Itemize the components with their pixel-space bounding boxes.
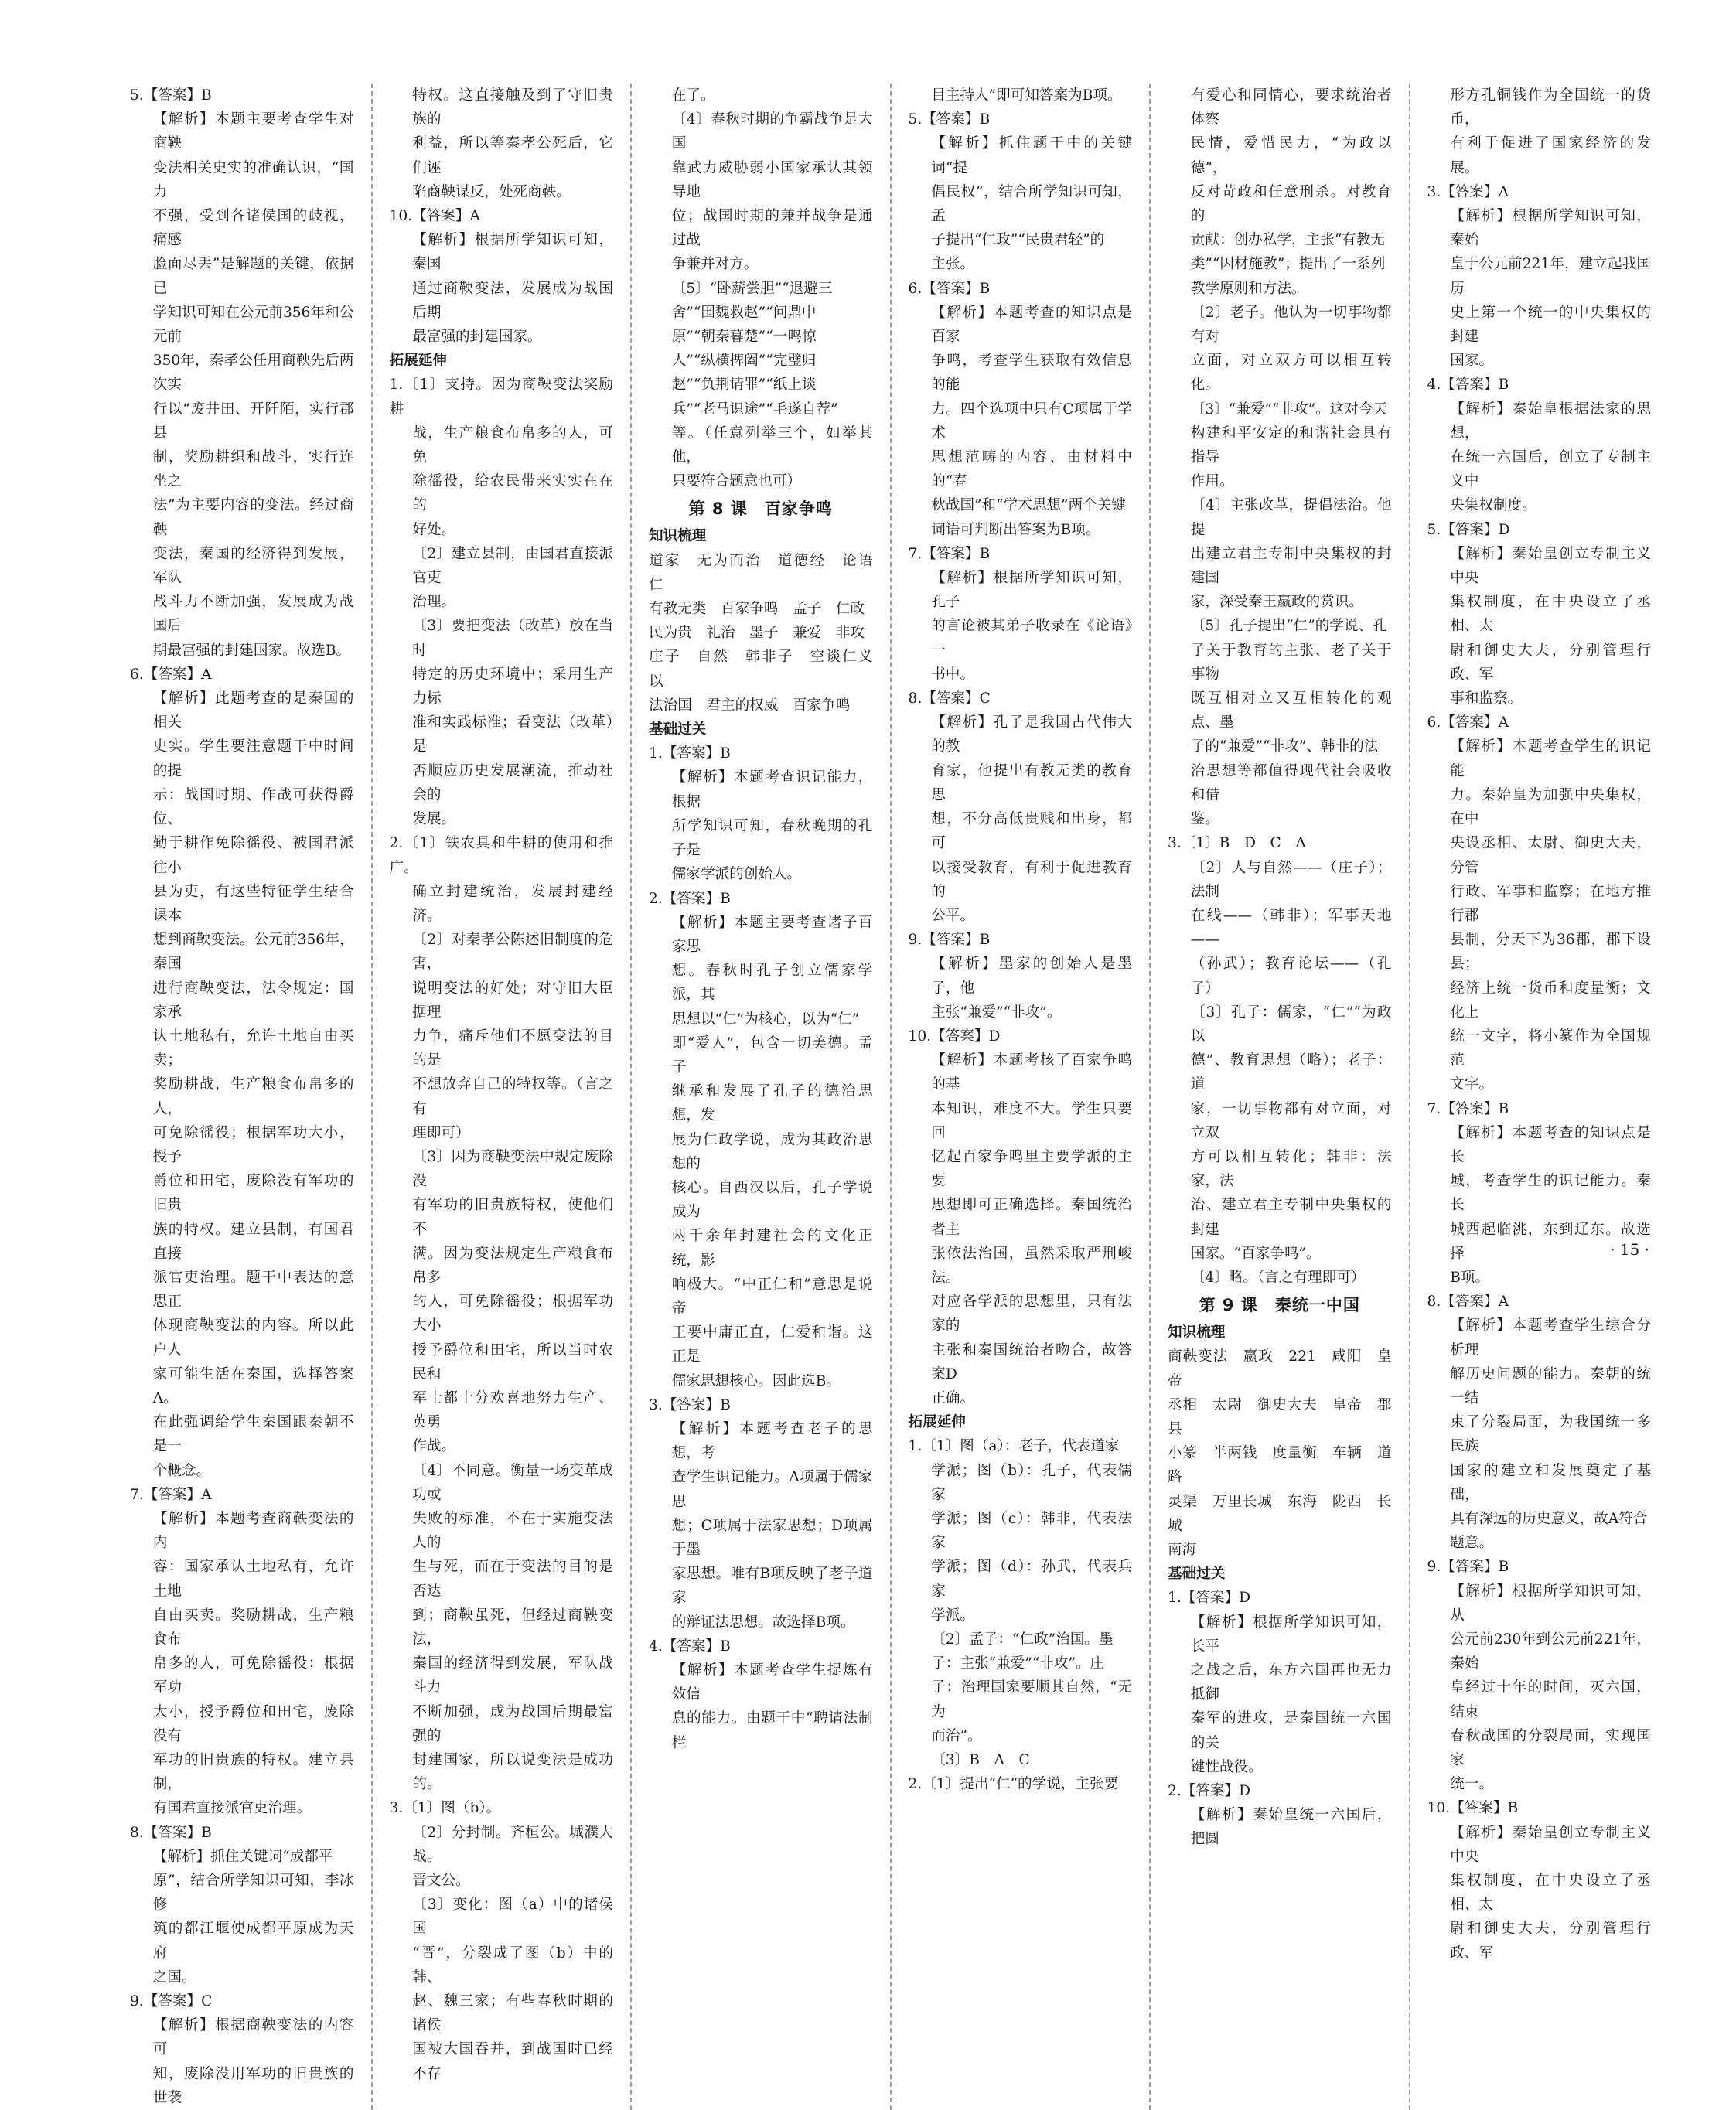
text-line: 通过商鞅变法，发展成为战国后期 <box>412 280 613 321</box>
text-line: 子：主张“兼爱”“非攻”。庄 <box>931 1655 1105 1672</box>
text-line: 350年，秦孝公任用商鞅先后两次实 <box>152 353 354 394</box>
text-line: 尉和御史大夫，分别管理行政、军 <box>1450 642 1651 683</box>
text-line: 在了。 <box>671 87 715 104</box>
text-line: 德”、教育思想（略）；老子：道 <box>1190 1052 1392 1093</box>
text-line: 想。春秋时孔子创立儒家学派，其 <box>671 963 873 1004</box>
text-line: 个概念。 <box>152 1462 211 1479</box>
text-line: 丞相 太尉 御史大夫 皇帝 郡县 <box>1168 1396 1392 1437</box>
text-line: 公元前230年到公元前221年，秦始 <box>1450 1631 1651 1672</box>
text-line: 学派；图（c）：韩非，代表法家 <box>931 1510 1132 1552</box>
text-line: 行以“废井田、开阡陌，实行郡县 <box>152 401 354 441</box>
text-line: 〔3〕孔子：儒家，“仁”“为政以 <box>1190 1004 1392 1045</box>
text-line: 帛多的人，可免除徭役；根据军功 <box>152 1655 354 1696</box>
text-line: 只要符合题意也可） <box>671 473 802 490</box>
question-line: 10.【答案】A <box>389 208 480 225</box>
text-line: 法”为主要内容的变法。经过商鞅 <box>152 497 354 538</box>
text-line: 教学原则和方法。 <box>1190 280 1306 297</box>
text-line: 【解析】秦始皇创立专制主义中央 <box>1450 1824 1651 1865</box>
text-line: 键性战役。 <box>1190 1758 1263 1775</box>
text-line: 特定的历史环境中；采用生产力标 <box>412 666 613 707</box>
text-line: 力。四个选项中只有C项属于学术 <box>931 401 1132 441</box>
text-line: 族的特权。建立县制，有国君直接 <box>152 1221 354 1262</box>
text-line: 史实。学生要注意题干中时间的提 <box>152 738 354 779</box>
text-line: 国家的建立和发展奠定了基础， <box>1450 1462 1651 1503</box>
text-line: 贡献：创办私学，主张“有教无 <box>1190 232 1385 249</box>
text-line: 而治”。 <box>931 1727 982 1744</box>
question-line: 7.【答案】B <box>1427 1100 1509 1117</box>
text-line: 本知识，难度不大。学生只要回 <box>931 1100 1132 1141</box>
text-line: 庄子 自然 韩非子 空谈仁义 以 <box>649 649 888 690</box>
text-line: 王要中庸正直，仁爱和谐。这正是 <box>671 1324 873 1365</box>
question-line: 5.【答案】B <box>908 111 991 128</box>
text-line: 形方孔铜钱作为全国统一的货币， <box>1450 87 1651 128</box>
text-line: 集权制度，在中央设立了丞相、太 <box>1450 1873 1651 1914</box>
text-line: 城，考查学生的识记能力。秦长 <box>1450 1173 1651 1214</box>
text-line: 失败的标准，不在于实施变法人的 <box>412 1510 613 1552</box>
section-heading: 基础过关 <box>649 721 707 738</box>
lesson-title: 第 9 课 秦统一中国 <box>1199 1296 1360 1315</box>
text-line: 忆起百家争鸣里主要学派的主要 <box>931 1148 1132 1190</box>
text-line: 靠武力威胁弱小国家承认其领导地 <box>671 159 873 200</box>
text-line: 爵位和田宅，废除没有军功的旧贵 <box>152 1173 354 1214</box>
text-line: 争鸣，考查学生获取有效信息的能 <box>931 353 1132 394</box>
text-line: 【解析】秦始皇统一六国后，把圆 <box>1190 1807 1392 1848</box>
section-heading: 拓展延伸 <box>389 353 447 370</box>
text-line: 战，生产粮食布帛多的人，可免 <box>412 424 613 466</box>
text-line: 〔2〕建立县制，由国君直接派官吏 <box>412 545 613 587</box>
text-line: 央设丞相、太尉、御史大夫，分管 <box>1450 835 1651 876</box>
text-line: 即“爱人”，包含一切美德。孟子 <box>671 1035 873 1075</box>
text-line: B项。 <box>1450 1269 1490 1286</box>
text-line: 【解析】本题考查商鞅变法的内 <box>152 1510 354 1552</box>
text-line: 题意。 <box>1450 1535 1494 1552</box>
text-line: 民为贵 礼治 墨子 兼爱 非攻 <box>649 625 865 642</box>
question-line: 9.【答案】B <box>1427 1559 1509 1576</box>
text-line: 位；战国时期的兼并战争是通过战 <box>671 208 873 249</box>
text-line: 有利于促进了国家经济的发展。 <box>1450 135 1651 176</box>
text-line: 词语可判断出答案为B项。 <box>931 521 1100 538</box>
text-line: （孙武）；教育论坛——（孔子） <box>1190 956 1392 997</box>
text-line: 〔3〕因为商鞅变法中规定废除没 <box>412 1148 613 1190</box>
text-line: 统一。 <box>1450 1776 1494 1793</box>
question-line: 1.〔1〕图（a）：老子，代表道家 <box>908 1438 1120 1455</box>
text-line: 查学生识记能力。A项属于儒家思 <box>671 1469 873 1510</box>
text-line: 力争，痛斥他们不愿变法的目的是 <box>412 1028 613 1069</box>
question-line: 4.【答案】B <box>1427 377 1509 394</box>
lesson-title: 第 8 课 百家争鸣 <box>688 499 833 519</box>
text-line: 可免除徭役；根据军功大小，授予 <box>152 1124 354 1165</box>
text-line: 〔3〕“兼爱”“非攻”。这对今天 <box>1190 401 1388 418</box>
text-line: 容：国家承认土地私有，允许土地 <box>152 1559 354 1600</box>
text-line: 对应各学派的思想里，只有法家的 <box>931 1294 1132 1335</box>
text-line: 大小，授予爵位和田宅，废除没有 <box>152 1703 354 1744</box>
text-line: 育家，他提出有教无类的教育思 <box>931 762 1132 803</box>
text-line: 争兼并对方。 <box>671 256 759 273</box>
text-line: 儒家学派的创始人。 <box>671 866 802 883</box>
text-line: 立面，对立双方可以相互转化。 <box>1190 353 1392 394</box>
text-line: 【解析】本题考查的知识点是百家 <box>931 304 1132 346</box>
text-line: 到；商鞅虽死，但经过商鞅变法， <box>412 1607 613 1648</box>
text-line: 在此强调给学生秦国跟秦朝不是一 <box>152 1414 354 1455</box>
text-line: 子的“兼爱”“非攻”、韩非的法 <box>1190 738 1379 755</box>
text-line: 【解析】本题考查老子的思想，考 <box>671 1420 873 1462</box>
text-line: 方可以相互转化；韩非：法家，法 <box>1190 1148 1392 1190</box>
text-line: 秋战国”和“学术思想”两个关键 <box>931 497 1126 514</box>
text-line: 〔3〕B A C <box>931 1752 1030 1769</box>
text-line: 【解析】本题考查识记能力，根据 <box>671 769 873 810</box>
text-line: 〔2〕人与自然——（庄子）；法制 <box>1190 859 1392 900</box>
question-line: 10.【答案】D <box>908 1028 1001 1045</box>
text-line: 主张“兼爱”“非攻”。 <box>931 1004 1062 1021</box>
text-line: 出建立君主专制中央集权的封建国 <box>1190 545 1392 587</box>
column-6 <box>1427 84 1652 2110</box>
text-line: 作战。 <box>412 1438 456 1455</box>
text-line: 除徭役，给农民带来实实在在的 <box>412 473 613 514</box>
text-line: 民情，爱惜民力，“为政以德”， <box>1190 135 1392 176</box>
text-line: 有教无类 百家争鸣 孟子 仁政 <box>649 601 865 618</box>
text-line: 家，一切事物都有对立面，对立双 <box>1190 1100 1392 1141</box>
text-line: 的人，可免除徭役；根据军功大小 <box>412 1294 613 1335</box>
text-line: 【解析】墨家的创始人是墨子，他 <box>931 956 1132 997</box>
text-line: 【解析】本题考查学生的识记能 <box>1450 738 1651 779</box>
text-line: 书中。 <box>931 666 975 683</box>
text-line: 以接受教育，有利于促进教育的 <box>931 859 1132 900</box>
text-line: 之战之后，东方六国再也无力抵御 <box>1190 1662 1392 1703</box>
column-5 <box>1168 84 1392 2110</box>
text-line: 【解析】秦始皇创立专制主义中央 <box>1450 545 1651 587</box>
question-line: 3.〔1〕B D C A <box>1168 835 1306 852</box>
text-line: 县制，分天下为36郡，郡下设县； <box>1450 932 1651 973</box>
text-line: 学派；图（d）：孙武，代表兵家 <box>931 1559 1132 1600</box>
text-line: 示：战国时期、作战可获得爵位、 <box>152 786 354 828</box>
text-line: 确立封建统治，发展封建经济。 <box>412 883 613 924</box>
text-line: 治思想等都值得现代社会吸收和借 <box>1190 762 1392 803</box>
text-line: 息的能力。由题干中“聘请法制栏 <box>671 1710 873 1751</box>
text-line: 之国。 <box>152 1969 196 1986</box>
question-line: 10.【答案】B <box>1427 1800 1519 1817</box>
question-line: 6.【答案】A <box>130 666 212 683</box>
text-line: 〔5〕孔子提出“仁”的学说、孔 <box>1190 618 1387 635</box>
text-line: 赵、魏三家；有些春秋时期的诸侯 <box>412 1993 613 2034</box>
text-line: 主张和秦国统治者吻合，故答案D <box>931 1341 1132 1382</box>
text-line: 人”“纵横捭阖”“完璧归 <box>671 353 817 370</box>
text-line: 反对苛政和任意刑杀。对教育的 <box>1190 183 1392 225</box>
text-line: 【解析】孔子是我国古代伟大的教 <box>931 714 1132 755</box>
text-line: 学知识可知在公元前356年和公元前 <box>152 304 354 346</box>
text-line: 〔2〕对秦孝公陈述旧制度的危害， <box>412 932 613 973</box>
text-line: 子提出“仁政”“民贵君轻”的 <box>931 232 1105 249</box>
text-line: 〔4〕春秋时期的争霸战争是大国 <box>671 111 873 152</box>
text-line: 想，不分高低贵贱和出身，都可 <box>931 811 1132 852</box>
text-line: 力。秦始皇为加强中央集权，在中 <box>1450 786 1651 828</box>
text-line: 治、建立君主专制中央集权的封建 <box>1190 1197 1392 1238</box>
text-line: 核心。自西汉以后，孔子学说成为 <box>671 1179 873 1221</box>
question-line: 2.【答案】D <box>1168 1783 1251 1800</box>
text-line: 两千余年封建社会的文化正统，影 <box>671 1228 873 1269</box>
text-line: 鉴。 <box>1190 811 1219 828</box>
text-line: 【解析】本题考查的知识点是长 <box>1450 1124 1651 1165</box>
text-line: 陷商鞅谋反，处死商鞅。 <box>412 183 571 200</box>
text-line: 好处。 <box>412 521 456 538</box>
text-line: 子：治理国家要顺其自然，“无为 <box>931 1679 1132 1720</box>
text-line: 封建国家，所以说变法是成功的。 <box>412 1752 613 1793</box>
text-line: 〔5〕“卧薪尝胆”“退避三 <box>671 280 833 297</box>
text-line: 类”“因材施教”；提出了一系列 <box>1190 256 1386 273</box>
text-line: 城西起临洮，东到辽东。故选择 <box>1450 1221 1651 1262</box>
text-line: 事和监察。 <box>1450 690 1523 707</box>
text-line: 思想范畴的内容，由材料中的“春 <box>931 449 1132 490</box>
question-line: 3.〔1〕图（b）。 <box>389 1800 501 1817</box>
text-line: 束了分裂局面，为我国统一多民族 <box>1450 1414 1651 1455</box>
text-line: 知，废除没用军功的旧贵族的世袭 <box>152 2065 354 2106</box>
text-line: 治理。 <box>412 594 456 611</box>
text-line: 国家。 <box>1450 353 1494 370</box>
text-line: 〔3〕变化：图（a）中的诸侯国 <box>412 1897 613 1938</box>
text-line: 文字。 <box>1450 1076 1494 1093</box>
text-line: 秦军的进攻，是秦国统一六国的关 <box>1190 1710 1392 1751</box>
text-line: 勤于耕作免除徭役、被国君派往小 <box>152 835 354 876</box>
question-line: 3.【答案】A <box>1427 183 1509 200</box>
text-line: 在统一六国后，创立了专制主义中 <box>1450 449 1651 490</box>
section-heading: 知识梳理 <box>1168 1324 1226 1341</box>
section-heading: 基础过关 <box>1168 1566 1226 1583</box>
text-line: 军士都十分欢喜地努力生产、英勇 <box>412 1389 613 1431</box>
text-line: 脸面尽丢”是解题的关键，依据已 <box>152 256 354 297</box>
text-line: 构建和平安定的和谐社会具有指导 <box>1190 424 1392 466</box>
question-line: 9.【答案】C <box>130 1993 213 2010</box>
text-line: 有军功的旧贵族特权，使他们不 <box>412 1197 613 1238</box>
text-line: 【解析】根据所学知识可知，秦国 <box>412 232 613 273</box>
text-line: 有国君直接派官吏治理。 <box>152 1800 312 1817</box>
text-line: 【解析】抓住题干中的关键词“提 <box>931 135 1132 176</box>
text-line: 解历史问题的能力。秦朝的统一结 <box>1450 1365 1651 1406</box>
text-line: 特权。这直接触及到了守旧贵族的 <box>412 87 613 128</box>
text-line: 皇经过十年的时间，灭六国，结束 <box>1450 1679 1651 1720</box>
text-line: 法治国 君主的权威 百家争鸣 <box>649 697 851 714</box>
question-line: 3.【答案】B <box>649 1396 731 1413</box>
text-line: 〔2〕孟子：“仁政”治国。墨 <box>931 1631 1114 1648</box>
text-line: 家可能生活在秦国，选择答案A。 <box>152 1365 354 1406</box>
text-line: 展为仁政学说，成为其政治思想的 <box>671 1131 873 1172</box>
text-line: 原”，结合所学知识可知，李冰修 <box>152 1873 354 1914</box>
text-line: 家思想。唯有B项反映了老子道家 <box>671 1566 873 1607</box>
text-line: 有爱心和同情心，要求统治者体察 <box>1190 87 1392 128</box>
text-line: 兵”“老马识途”“毛遂自荐” <box>671 401 838 418</box>
text-line: 子关于教育的主张、老子关于事物 <box>1190 642 1392 683</box>
question-line: 6.【答案】A <box>1427 714 1509 731</box>
question-line: 7.【答案】B <box>908 545 991 562</box>
text-line: 【解析】根据所学知识可知，从 <box>1450 1583 1651 1624</box>
text-line: 想到商鞅变法。公元前356年，秦国 <box>152 932 354 973</box>
text-line: 军功的旧贵族的特权。建立县制， <box>152 1752 354 1793</box>
text-line: 想；C项属于法家思想；D项属于墨 <box>671 1517 873 1558</box>
text-line: 变法，秦国的经济得到发展，军队 <box>152 545 354 587</box>
text-line: 史上第一个统一的中央集权的封建 <box>1450 304 1651 346</box>
text-line: 舍”“围魏救赵”“问鼎中 <box>671 304 817 321</box>
text-line: 晋文公。 <box>412 1873 470 1890</box>
text-line: 利益，所以等秦孝公死后，它们诬 <box>412 135 613 176</box>
question-line: 8.【答案】C <box>908 690 991 707</box>
text-line: 响极大。“中正仁和”意思是说帝 <box>671 1276 873 1317</box>
text-line: 【解析】根据商鞅变法的内容可 <box>152 2017 354 2058</box>
question-line: 2.〔1〕提出“仁”的学说，主张要 <box>908 1776 1119 1793</box>
text-line: 所学知识可知，春秋晚期的孔子是 <box>671 817 873 859</box>
page-number: · 15 · <box>1610 1240 1649 1259</box>
question-line: 5.【答案】D <box>1427 521 1510 538</box>
question-line: 9.【答案】B <box>908 932 991 949</box>
text-line: 【解析】根据所学知识可知，秦始 <box>1450 208 1651 249</box>
column-4 <box>909 84 1133 2110</box>
text-line: 在线——（韩非）；军事天地—— <box>1190 907 1392 949</box>
text-line: 进行商鞅变法，法令规定：国家承 <box>152 980 354 1021</box>
text-line: 〔4〕不同意。衡量一场变革成功或 <box>412 1462 613 1503</box>
text-line: 【解析】本题考核了百家争鸣的基 <box>931 1052 1132 1093</box>
text-line: 认土地私有，允许土地自由买卖； <box>152 1028 354 1069</box>
text-line: 经济上统一货币和度量衡；文化上 <box>1450 980 1651 1021</box>
text-line: 行政、军事和监察；在地方推行郡 <box>1450 883 1651 924</box>
text-line: 筑的都江堰使成都平原成为天府 <box>152 1921 354 1962</box>
text-line: 尉和御史大夫，分别管理行政、军 <box>1450 1921 1651 1962</box>
text-line: 央集权制度。 <box>1450 497 1536 514</box>
text-line: 赵”“负荆请罪”“纸上谈 <box>671 377 817 394</box>
text-line: 秦国的经济得到发展，军队战斗力 <box>412 1655 613 1696</box>
text-line: 学派。 <box>931 1607 975 1624</box>
text-line: 体现商鞅变法的内容。所以此户人 <box>152 1317 354 1358</box>
text-line: 国被大国吞并，到战国时已经不存 <box>412 2041 613 2082</box>
text-line: 南海 <box>1168 1541 1197 1558</box>
text-line: 作用。 <box>1190 473 1234 490</box>
text-line: 【解析】此题考查的是秦国的相关 <box>152 690 354 731</box>
question-line: 6.【答案】B <box>908 280 991 297</box>
text-line: 说明变法的好处；对守旧大臣据理 <box>412 980 613 1021</box>
text-line: 原”“朝秦暮楚”“一鸣惊 <box>671 329 817 346</box>
text-line: 学派；图（b）：孔子，代表儒家 <box>931 1462 1132 1503</box>
text-line: 奖励耕战，生产粮食布帛多的人， <box>152 1076 354 1117</box>
text-line: 变法相关史实的准确认识，“国力 <box>152 159 354 200</box>
text-line: 目主持人”即可知答案为B项。 <box>931 87 1122 104</box>
text-line: 〔2〕老子。他认为一切事物都有对 <box>1190 304 1392 346</box>
section-heading: 知识梳理 <box>649 528 707 545</box>
text-line: 统一文字，将小篆作为全国规范 <box>1450 1028 1651 1069</box>
text-line: 【解析】秦始皇根据法家的思想， <box>1450 401 1651 441</box>
text-line: 期最富强的封建国家。故选B。 <box>152 642 351 659</box>
text-line: 思想即可正确选择。秦国统治者主 <box>931 1197 1132 1238</box>
question-line: 1.〔1〕支持。因为商鞅变法奖励耕 <box>389 377 613 418</box>
column-1 <box>130 84 354 2110</box>
question-line: 1.【答案】B <box>649 745 731 762</box>
question-line: 5.【答案】B <box>130 87 212 104</box>
text-line: 派官吏治理。题干中表达的意思正 <box>152 1269 354 1311</box>
text-line: 商鞅变法 嬴政 221 咸阳 皇帝 <box>1168 1348 1392 1389</box>
text-line: 张依法治国，虽然采取严刑峻法。 <box>931 1245 1132 1286</box>
text-line: 的言论被其弟子收录在《论语》一 <box>931 618 1132 659</box>
text-line: 最富强的封建国家。 <box>412 329 542 346</box>
question-line: 2.【答案】B <box>649 890 731 907</box>
text-line: 自由买卖。奖励耕战，生产粮食布 <box>152 1607 354 1648</box>
text-line: 〔2〕分封制。齐桓公。城濮大战。 <box>412 1824 613 1865</box>
text-line: 准和实践标准；看变法（改革）是 <box>412 714 613 755</box>
text-line: 战斗力不断加强，发展成为战国后 <box>152 594 354 635</box>
text-line: 小篆 半两钱 度量衡 车辆 道路 <box>1168 1445 1392 1486</box>
text-line: 制，奖励耕织和战斗，实行连坐之 <box>152 449 354 490</box>
question-line: 2.〔1〕铁农具和牛耕的使用和推广。 <box>389 835 613 876</box>
text-line: 思想以“仁”为核心，以为“仁” <box>671 1011 860 1028</box>
text-line: 儒家思想核心。因此选B。 <box>671 1372 841 1389</box>
text-line: 〔4〕主张改革，提倡法治。他提 <box>1190 497 1392 538</box>
text-line: 【解析】根据所学知识可知，长平 <box>1190 1614 1392 1655</box>
question-line: 8.【答案】B <box>130 1824 212 1841</box>
text-line: 发展。 <box>412 811 456 828</box>
text-line: 的辩证法思想。故选择B项。 <box>671 1614 855 1631</box>
text-line: 主张。 <box>931 256 975 273</box>
text-line: 春秋战国的分裂局面，实现国家 <box>1450 1727 1651 1769</box>
text-line: 授予爵位和田宅，所以当时农民和 <box>412 1341 613 1382</box>
column-2 <box>390 84 614 2110</box>
text-line: 家，深受秦王嬴政的赏识。 <box>1190 594 1363 611</box>
text-line: 正确。 <box>931 1389 975 1406</box>
text-line: 道家 无为而治 道德经 论语 仁 <box>649 552 888 593</box>
text-line: 集权制度，在中央设立了丞相、太 <box>1450 594 1651 635</box>
question-line: 4.【答案】B <box>649 1638 731 1655</box>
text-line: 具有深远的历史意义，故A符合 <box>1450 1510 1648 1527</box>
text-line: 灵渠 万里长城 东海 陇西 长城 <box>1168 1493 1392 1534</box>
text-line: “晋”，分裂成了图（b）中的韩、 <box>412 1945 613 1986</box>
text-line: 【解析】本题考查学生提炼有效信 <box>671 1662 873 1703</box>
text-line: 理即可） <box>412 1124 470 1141</box>
text-line: 【解析】本题考查学生综合分析理 <box>1450 1317 1651 1358</box>
question-line: 1.【答案】D <box>1168 1590 1251 1607</box>
text-line: 〔4〕略。（言之有理即可） <box>1190 1269 1366 1286</box>
text-line: 〔3〕要把变法（改革）放在当时 <box>412 618 613 659</box>
text-line: 不断加强，成为战国后期最富强的 <box>412 1703 613 1744</box>
text-line: 皇于公元前221年，建立起我国历 <box>1450 256 1651 297</box>
text-line: 县为吏，有这些特征学生结合课本 <box>152 883 354 924</box>
text-line: 不想放弃自己的特权等。（言之有 <box>412 1076 613 1117</box>
question-line: 7.【答案】A <box>130 1486 212 1503</box>
text-line: 【解析】根据所学知识可知，孔子 <box>931 570 1132 611</box>
text-line: 公平。 <box>931 907 975 924</box>
text-line: 满。因为变法规定生产粮食布帛多 <box>412 1245 613 1286</box>
text-line: 国家。“百家争鸣”。 <box>1190 1245 1321 1262</box>
text-line: 既互相对立又互相转化的观点、墨 <box>1190 690 1392 731</box>
text-line: 不强，受到各诸侯国的歧视，痛感 <box>152 208 354 249</box>
text-line: 继承和发展了孔子的德治思想，发 <box>671 1083 873 1124</box>
text-line: 倡民权”，结合所学知识可知，孟 <box>931 183 1132 225</box>
text-line: 【解析】抓住关键词“成都平 <box>152 1848 333 1865</box>
text-line: 生与死，而在于变法的目的是否达 <box>412 1559 613 1600</box>
text-line: 等。（任意列举三个，如举其他， <box>671 424 873 466</box>
column-3 <box>649 84 888 2110</box>
section-heading: 拓展延伸 <box>908 1414 966 1431</box>
text-line: 【解析】本题主要考查诸子百家思 <box>671 914 873 955</box>
question-line: 8.【答案】A <box>1427 1294 1509 1311</box>
text-line: 【解析】本题主要考查学生对商鞅 <box>152 111 354 152</box>
text-line: 否顺应历史发展潮流，推动社会的 <box>412 762 613 803</box>
